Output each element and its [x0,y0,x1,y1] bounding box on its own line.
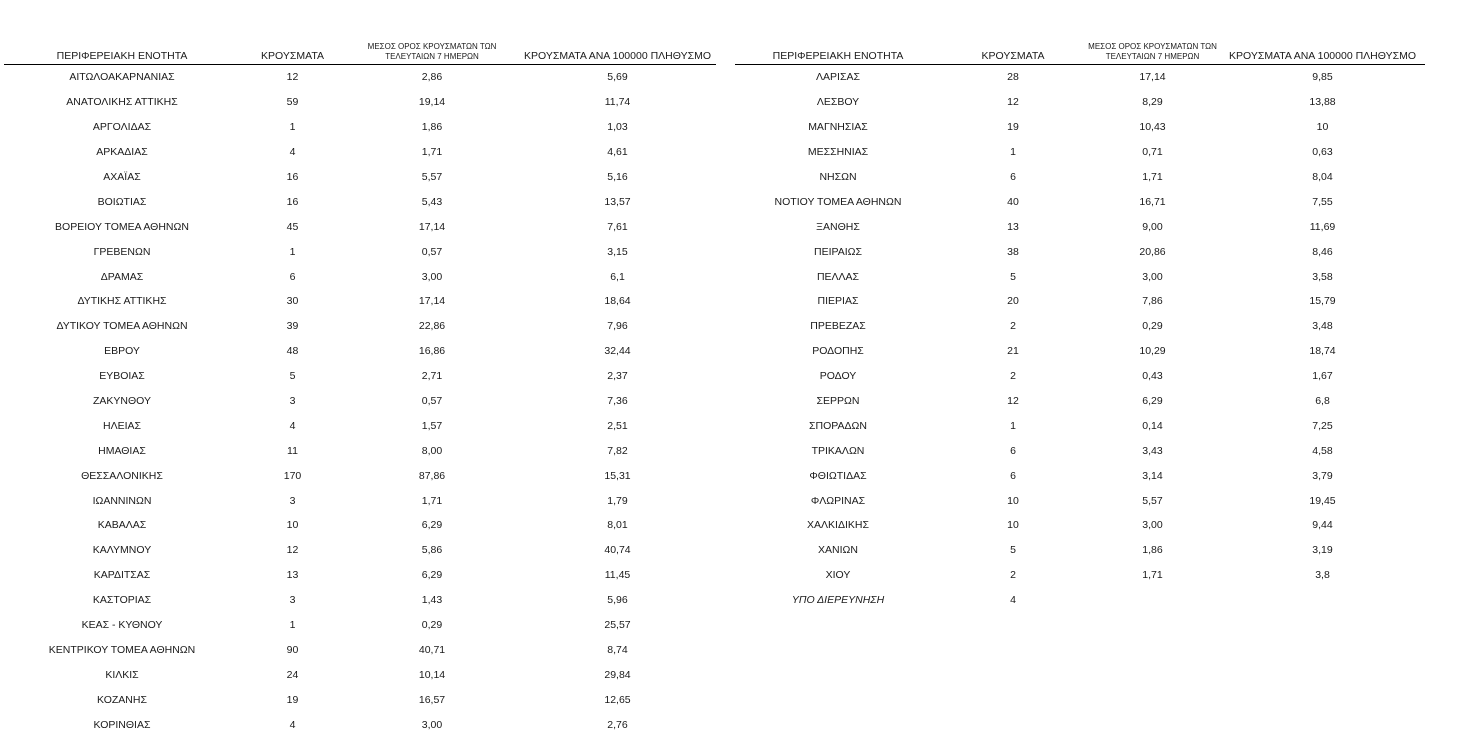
table-row [735,538,1425,563]
cell-per-100k: 19,45 [1309,494,1336,507]
cell-per-100k: 3,8 [1315,569,1330,582]
table-row [735,140,1425,165]
table-row [4,637,716,662]
cell-avg-7-days: 2,86 [421,71,443,84]
table-row [4,339,716,364]
cell-region: ΘΕΣΣΑΛΟΝΙΚΗΣ [81,469,163,482]
cell-region: ΝΟΤΙΟΥ ΤΟΜΕΑ ΑΘΗΝΩΝ [774,195,902,208]
cell-cases: 21 [1007,345,1019,358]
table-row [4,90,716,115]
cell-cases: 6 [1010,444,1016,457]
cell-cases: 19 [286,693,299,706]
cell-region: ΗΛΕΙΑΣ [102,419,141,432]
table-row [735,90,1425,115]
table-row [735,115,1425,140]
cell-avg-7-days: 0,29 [1142,320,1163,333]
cell-cases: 16 [286,195,299,208]
cell-cases: 10 [286,519,299,532]
cell-cases: 11 [287,444,298,457]
cell-per-100k: 3,19 [1312,544,1333,557]
cell-per-100k: 1,03 [607,121,628,134]
cell-cases: 4 [289,146,296,159]
cell-avg-7-days: 87,86 [418,469,446,482]
table-row [4,389,716,414]
table-row [735,239,1425,264]
cell-cases: 4 [289,419,296,432]
cell-cases: 4 [289,718,296,731]
cell-region: ΒΟΙΩΤΙΑΣ [97,195,147,208]
header-cases: ΚΡΟΥΣΜΑΤΑ [240,38,345,65]
cell-per-100k: 2,37 [607,370,628,383]
cell-per-100k: 0,63 [1312,146,1333,159]
table-row [4,538,716,563]
cell-cases: 10 [1007,519,1019,532]
table-row [4,662,716,687]
cell-cases: 13 [1007,220,1019,233]
cell-region: ΠΡΕΒΕΖΑΣ [810,320,866,333]
cell-avg-7-days: 1,71 [421,494,443,507]
table-row [4,214,716,239]
cell-avg-7-days: 3,00 [421,718,443,731]
cell-avg-7-days: 10,43 [1139,121,1166,134]
cell-per-100k: 1,67 [1312,370,1333,383]
cell-avg-7-days: 3,43 [1142,444,1163,457]
cell-avg-7-days: 10,29 [1139,345,1166,358]
cell-avg-7-days: 40,71 [418,643,446,656]
cell-avg-7-days: 9,00 [1142,220,1163,233]
cell-region: ΧΙΟΥ [825,569,851,582]
cell-per-100k: 15,31 [604,469,631,482]
cell-region: ΧΑΝΙΩΝ [818,544,858,557]
cell-avg-7-days: 20,86 [1139,245,1166,258]
cell-region: ΔΥΤΙΚΗΣ ΑΤΤΙΚΗΣ [77,295,167,308]
cell-region: ΑΝΑΤΟΛΙΚΗΣ ΑΤΤΙΚΗΣ [66,96,178,109]
table-row [4,438,716,463]
table-row [735,438,1425,463]
cell-avg-7-days: 7,86 [1142,295,1163,308]
cell-avg-7-days: 2,71 [421,370,443,383]
cell-cases: 1 [1010,146,1016,159]
table-row [735,314,1425,339]
cell-cases: 12 [286,544,299,557]
cell-region: ΔΡΑΜΑΣ [100,270,144,283]
cell-avg-7-days: 5,43 [421,195,443,208]
cell-per-100k: 40,74 [604,544,631,557]
table-row [4,314,716,339]
cell-region: ΒΟΡΕΙΟΥ ΤΟΜΕΑ ΑΘΗΝΩΝ [55,220,189,233]
cell-avg-7-days: 6,29 [1142,395,1163,408]
cell-region: ΚΟΡΙΝΘΙΑΣ [93,718,151,731]
cell-cases: 45 [286,220,299,233]
table-row [735,588,1425,613]
cell-cases: 12 [286,71,299,84]
cell-avg-7-days: 0,43 [1142,370,1163,383]
table-row [4,513,716,538]
cell-cases: 59 [286,96,299,109]
cell-region: ΑΡΚΑΔΙΑΣ [96,146,148,159]
cell-cases: 13 [286,569,299,582]
cell-cases: 2 [1010,569,1016,582]
table-row [4,115,716,140]
table-row [735,413,1425,438]
cell-avg-7-days: 3,00 [1142,519,1163,532]
header-avg-line1: ΜΕΣΟΣ ΟΡΟΣ ΚΡΟΥΣΜΑΤΩΝ ΤΩΝ [1088,42,1217,51]
cell-region: ΚΑΣΤΟΡΙΑΣ [92,594,152,607]
cell-region: ΞΑΝΘΗΣ [816,220,860,233]
cell-region: ΛΕΣΒΟΥ [816,96,860,109]
cell-per-100k: 8,46 [1312,245,1333,258]
cell-per-100k: 5,96 [607,594,628,607]
cell-region: ΡΟΔΟΠΗΣ [812,345,864,358]
cell-cases: 5 [1010,270,1016,283]
header-per-100k: ΚΡΟΥΣΜΑΤΑ ΑΝΑ 100000 ΠΛΗΘΥΣΜΟ [1220,38,1425,65]
cell-region: ΦΘΙΩΤΙΔΑΣ [809,469,867,482]
cell-region: ΑΡΓΟΛΙΔΑΣ [92,121,152,134]
cell-per-100k: 7,61 [607,220,628,233]
table-row [735,214,1425,239]
cell-per-100k: 8,74 [607,643,628,656]
cell-region: ΔΥΤΙΚΟΥ ΤΟΜΕΑ ΑΘΗΝΩΝ [56,320,188,333]
cell-per-100k: 29,84 [604,668,631,681]
table-row [735,65,1425,90]
cell-region: ΕΒΡΟΥ [104,345,140,358]
table-row [735,264,1425,289]
table-row [4,189,716,214]
cell-cases: 6 [1010,469,1016,482]
cell-avg-7-days: 19,14 [418,96,446,109]
cell-avg-7-days: 6,29 [421,519,443,532]
cell-region: ΜΕΣΣΗΝΙΑΣ [807,146,869,159]
cell-region: ΗΜΑΘΙΑΣ [98,444,146,457]
cell-cases: 170 [283,469,302,482]
cell-per-100k: 7,96 [607,320,628,333]
cases-table-right [735,38,1425,613]
cell-avg-7-days: 0,57 [421,245,443,258]
cell-per-100k: 3,58 [1312,270,1333,283]
cell-region: ΓΡΕΒΕΝΩΝ [93,245,151,258]
cell-cases: 3 [289,494,296,507]
cell-per-100k: 2,51 [607,419,628,432]
cell-cases: 5 [1010,544,1016,557]
cell-region: ΚΕΑΣ - ΚΥΘΝΟΥ [81,619,163,632]
table-row [4,364,716,389]
cell-per-100k: 11,45 [604,569,631,582]
cell-avg-7-days: 16,71 [1139,195,1166,208]
cell-region: ΠΕΛΛΑΣ [816,270,860,283]
cell-avg-7-days: 17,14 [418,220,446,233]
cell-per-100k: 5,69 [607,71,628,84]
cell-avg-7-days: 6,29 [421,569,443,582]
cell-per-100k: 5,16 [607,171,628,183]
table-row [735,165,1425,190]
cell-region: ΙΩΑΝΝΙΝΩΝ [92,494,152,507]
cell-region: ΚΙΛΚΙΣ [105,668,139,681]
cell-cases: 6 [289,270,296,283]
cell-cases: 16 [286,171,299,183]
table-header [4,38,716,65]
table-row [4,613,716,638]
table-row [735,563,1425,588]
cell-cases: 24 [286,668,299,681]
cell-region: ΧΑΛΚΙΔΙΚΗΣ [807,519,869,532]
cell-cases: 2 [1010,320,1016,333]
cell-avg-7-days: 5,86 [421,544,443,557]
cell-region: ΑΙΤΩΛΟΑΚΑΡΝΑΝΙΑΣ [69,71,175,84]
cell-cases: 3 [289,395,296,408]
table-row [735,289,1425,314]
table-row [4,712,716,737]
cell-per-100k [1220,588,1425,613]
cell-avg-7-days: 1,43 [421,594,443,607]
table-row [4,463,716,488]
cell-region: ΦΛΩΡΙΝΑΣ [810,494,866,507]
table-row [4,563,716,588]
cell-cases: 12 [1007,395,1019,408]
cell-region: ΤΡΙΚΑΛΩΝ [811,444,865,457]
table-row [735,488,1425,513]
header-region: ΠΕΡΙΦΕΡΕΙΑΚΗ ΕΝΟΤΗΤΑ [4,38,240,65]
header-avg-7-days [345,38,519,65]
cell-per-100k: 9,44 [1312,519,1333,532]
cell-avg-7-days: 0,57 [421,395,443,408]
cell-per-100k: 7,25 [1312,419,1333,432]
table-row [4,289,716,314]
cell-avg-7-days: 16,86 [418,345,446,358]
cell-cases: 3 [289,594,296,607]
cell-cases: 5 [289,370,296,383]
cell-avg-7-days: 1,86 [421,121,443,134]
header-per-100k: ΚΡΟΥΣΜΑΤΑ ΑΝΑ 100000 ΠΛΗΘΥΣΜΟ [519,38,716,65]
cell-avg-7-days: 3,00 [1142,270,1163,283]
cell-avg-7-days: 17,14 [418,295,446,308]
cell-avg-7-days: 8,00 [421,444,443,457]
cell-region: ΛΑΡΙΣΑΣ [816,71,860,84]
cell-avg-7-days: 5,57 [421,171,443,183]
cell-region: ΝΗΣΩΝ [819,171,857,183]
cell-avg-7-days [1085,588,1220,613]
table-row [4,264,716,289]
cell-per-100k: 13,57 [604,195,631,208]
cell-cases: 4 [1010,594,1016,607]
table-row [735,463,1425,488]
table-header [735,38,1425,65]
table-row [735,189,1425,214]
cell-cases: 48 [286,345,299,358]
cell-cases: 1 [289,121,296,134]
cell-region: ΚΟΖΑΝΗΣ [97,693,147,706]
cell-per-100k: 11,69 [1309,220,1336,233]
cell-per-100k: 15,79 [1309,295,1336,308]
cell-per-100k: 8,04 [1312,171,1333,183]
cell-region: ΕΥΒΟΙΑΣ [99,370,145,383]
cell-avg-7-days: 5,57 [1142,494,1163,507]
cell-cases: 90 [286,643,299,656]
cell-region: ΠΕΙΡΑΙΩΣ [814,245,862,258]
table-row [4,488,716,513]
cell-per-100k: 13,88 [1309,96,1336,109]
cell-per-100k: 3,79 [1312,469,1333,482]
cell-region: ΜΑΓΝΗΣΙΑΣ [808,121,868,134]
cases-table-left [4,38,716,737]
cell-region: ΣΕΡΡΩΝ [816,395,860,408]
cell-cases: 10 [1007,494,1019,507]
cell-region: ΑΧΑΪΑΣ [103,171,141,183]
cell-per-100k: 7,36 [607,395,628,408]
header-cases: ΚΡΟΥΣΜΑΤΑ [941,38,1085,65]
cell-per-100k: 32,44 [604,345,631,358]
table-body-right [735,65,1425,613]
cell-region: ΣΠΟΡΑΔΩΝ [809,419,867,432]
cell-avg-7-days: 8,29 [1142,96,1163,109]
cell-avg-7-days: 0,14 [1142,419,1163,432]
cell-per-100k: 4,58 [1312,444,1333,457]
table-row [735,389,1425,414]
table-row [4,413,716,438]
cell-per-100k: 6,1 [610,270,625,283]
cell-cases: 6 [1010,171,1016,183]
cell-region: ΚΑΡΔΙΤΣΑΣ [93,569,151,582]
cell-cases: 1 [289,619,296,632]
cell-per-100k: 10 [1316,121,1329,134]
cell-cases: 38 [1007,245,1019,258]
table-row [735,364,1425,389]
cell-cases: 20 [1007,295,1019,308]
cell-per-100k: 8,01 [607,519,628,532]
header-avg-line2: ΤΕΛΕΥΤΑΙΩΝ 7 ΗΜΕΡΩΝ [385,52,479,61]
cell-cases: 19 [1007,121,1019,134]
cell-per-100k: 7,82 [607,444,628,457]
cell-per-100k: 2,76 [607,718,628,731]
cell-avg-7-days: 1,57 [421,419,443,432]
cell-cases: 39 [286,320,299,333]
cell-avg-7-days: 17,14 [1139,71,1166,84]
cell-per-100k: 11,74 [604,96,631,109]
header-avg-line2: ΤΕΛΕΥΤΑΙΩΝ 7 ΗΜΕΡΩΝ [1105,52,1200,61]
cell-avg-7-days: 0,29 [421,619,443,632]
cell-per-100k: 18,64 [604,295,631,308]
cell-per-100k: 3,15 [607,245,628,258]
cell-region: ΥΠΟ ΔΙΕΡΕΥΝΗΣΗ [791,594,885,607]
cell-cases: 28 [1007,71,1019,84]
cell-cases: 2 [1010,370,1016,383]
header-region: ΠΕΡΙΦΕΡΕΙΑΚΗ ΕΝΟΤΗΤΑ [735,38,941,65]
cell-per-100k: 7,55 [1312,195,1333,208]
header-avg-7-days [1085,38,1220,65]
table-row [4,239,716,264]
cell-region: ΖΑΚΥΝΘΟΥ [92,395,151,408]
cell-per-100k: 25,57 [604,619,631,632]
cell-avg-7-days: 1,71 [1142,171,1163,183]
cell-per-100k: 6,8 [1315,395,1330,408]
cell-avg-7-days: 3,14 [1142,469,1163,482]
table-row [4,588,716,613]
cell-avg-7-days: 1,86 [1142,544,1163,557]
table-row [4,65,716,90]
cell-region: ΚΕΝΤΡΙΚΟΥ ΤΟΜΕΑ ΑΘΗΝΩΝ [48,643,196,656]
cell-region: ΚΑΛΥΜΝΟΥ [92,544,152,557]
table-body-left [4,65,716,738]
cell-region: ΡΟΔΟΥ [819,370,857,383]
cell-per-100k: 3,48 [1312,320,1333,333]
cell-avg-7-days: 10,14 [418,668,446,681]
cell-region: ΚΑΒΑΛΑΣ [97,519,147,532]
table-row [735,339,1425,364]
cell-per-100k: 18,74 [1309,345,1336,358]
header-avg-line1: ΜΕΣΟΣ ΟΡΟΣ ΚΡΟΥΣΜΑΤΩΝ ΤΩΝ [367,42,497,51]
table-row [4,687,716,712]
cell-avg-7-days: 1,71 [1142,569,1163,582]
cell-region: ΠΙΕΡΙΑΣ [817,295,859,308]
cell-cases: 1 [289,245,296,258]
cell-per-100k: 9,85 [1312,71,1333,84]
cell-per-100k: 12,65 [604,693,631,706]
cell-avg-7-days: 3,00 [421,270,443,283]
cell-avg-7-days: 16,57 [418,693,446,706]
table-row [4,165,716,190]
cell-cases: 1 [1010,419,1016,432]
cell-per-100k: 4,61 [607,146,628,159]
table-row [735,513,1425,538]
cell-per-100k: 1,79 [607,494,628,507]
cell-avg-7-days: 22,86 [418,320,446,333]
cell-cases: 40 [1007,195,1019,208]
cell-cases: 12 [1007,96,1019,109]
cell-avg-7-days: 1,71 [421,146,443,159]
cell-cases: 30 [286,295,299,308]
table-row [4,140,716,165]
cell-avg-7-days: 0,71 [1142,146,1163,159]
